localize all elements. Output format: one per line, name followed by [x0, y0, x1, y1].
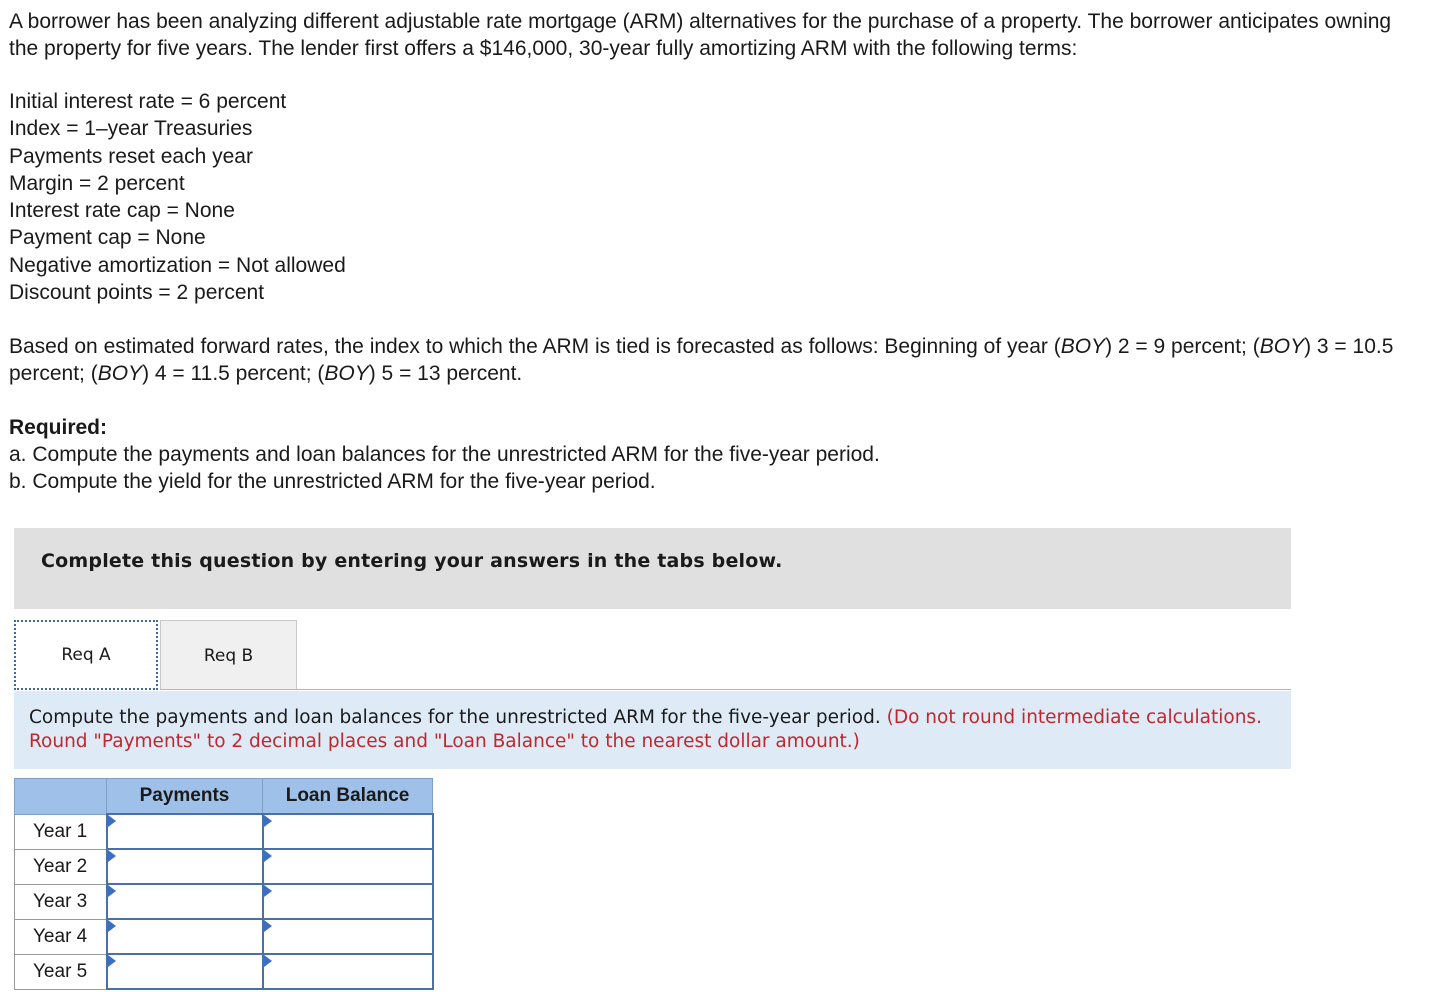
input-marker-icon [264, 885, 272, 897]
payment-input-cell[interactable] [107, 814, 263, 849]
instruction-note: (Do not round intermediate calculations. Round "Payments" to 2 decimal places and "Loan Balance" to the nearest dollar amount.) [29, 707, 1262, 752]
term-margin: Margin = 2 percent [9, 171, 185, 195]
table-header-row [15, 779, 433, 815]
forecast-part: ) 2 = 9 percent; ( [1105, 335, 1260, 358]
balance-input-cell[interactable] [263, 884, 433, 919]
term-negative-amortization: Negative amortization = Not allowed [9, 253, 346, 277]
row-label: Year 4 [15, 919, 107, 954]
header-payments: Payments [107, 779, 263, 815]
balance-input-cell[interactable] [263, 954, 433, 989]
balance-input-cell[interactable] [263, 849, 433, 884]
instruction-panel [14, 691, 1291, 769]
required-item-b: b. Compute the yield for the unrestricted ARM for the five-year period. [9, 470, 656, 493]
intro-text: A borrower has been analyzing different adjustable rate mortgage (ARM) alternatives for the purchase of a property. The borrower anticipates owning the property for five years. The lender first offers a $146,000, 30-year fully amortizing ARM with the following terms: [9, 10, 1392, 60]
table-row [15, 919, 433, 954]
term-discount-points: Discount points = 2 percent [9, 281, 265, 305]
banner-text: Complete this question by entering your answers in the tabs below. [41, 550, 783, 572]
payment-input-year-2[interactable] [108, 850, 262, 883]
payment-input-cell[interactable] [107, 919, 263, 954]
forecast-part: ) 5 = 13 percent. [368, 362, 523, 385]
boy-abbrev: BOY [324, 362, 369, 385]
input-marker-icon [264, 850, 272, 862]
boy-abbrev: BOY [97, 362, 143, 385]
input-marker-icon [264, 920, 272, 932]
tab-req-b[interactable] [160, 620, 297, 690]
term-rate-cap: Interest rate cap = None [9, 199, 235, 223]
input-marker-icon [108, 885, 116, 897]
row-label: Year 5 [15, 954, 107, 989]
forecast-part: Based on estimated forward rates, the index to which the ARM is tied is forecasted as follows: Beginning of year ( [9, 335, 1061, 358]
balance-input-cell[interactable] [263, 919, 433, 954]
forecast-part: ) 4 = 11.5 percent; ( [142, 362, 325, 385]
required-section [9, 414, 880, 495]
payment-input-cell[interactable] [107, 849, 263, 884]
input-marker-icon [108, 815, 116, 827]
payment-input-cell[interactable] [107, 884, 263, 919]
balance-input-year-5[interactable] [264, 955, 432, 988]
required-item-a: a. Compute the payments and loan balances for the unrestricted ARM for the five-year period. [9, 443, 880, 466]
term-initial-rate: Initial interest rate = 6 percent [9, 90, 287, 113]
row-label: Year 2 [15, 849, 107, 884]
input-marker-icon [108, 955, 116, 967]
term-payment-cap: Payment cap = None [9, 226, 206, 250]
balance-input-year-3[interactable] [264, 885, 432, 918]
input-marker-icon [108, 850, 116, 862]
forecast-part: ) 3 = 10.5 percent; ( [9, 335, 1394, 385]
header-loan-balance: Loan Balance [263, 779, 433, 815]
payment-input-year-3[interactable] [108, 885, 262, 918]
instructions-banner [14, 528, 1291, 609]
term-index: Index = 1–year Treasuries [9, 117, 253, 141]
instruction-main: Compute the payments and loan balances for the unrestricted ARM for the five-year period. [29, 707, 881, 728]
input-marker-icon [264, 955, 272, 967]
boy-abbrev: BOY [1259, 335, 1305, 358]
input-marker-icon [264, 815, 272, 827]
balance-input-cell[interactable] [263, 814, 433, 849]
row-label: Year 3 [15, 884, 107, 919]
loan-terms-list [9, 88, 346, 306]
index-forecast-text [9, 333, 1424, 387]
term-payment-reset: Payments reset each year [9, 144, 253, 168]
balance-input-year-2[interactable] [264, 850, 432, 883]
table-row [15, 814, 433, 849]
payment-input-year-4[interactable] [108, 920, 262, 953]
row-label: Year 1 [15, 814, 107, 849]
input-marker-icon [108, 920, 116, 932]
tab-label: Req B [203, 645, 254, 666]
tab-req-a[interactable] [14, 620, 158, 690]
table-row [15, 954, 433, 989]
table-row [15, 884, 433, 919]
tab-divider [160, 689, 1291, 690]
payment-input-cell[interactable] [107, 954, 263, 989]
question-intro [9, 8, 1424, 62]
payment-input-year-1[interactable] [108, 815, 262, 848]
header-blank [15, 779, 107, 815]
required-heading: Required: [9, 416, 108, 439]
answer-table [14, 778, 434, 990]
balance-input-year-1[interactable] [264, 815, 432, 848]
boy-abbrev: BOY [1060, 335, 1106, 358]
balance-input-year-4[interactable] [264, 920, 432, 953]
tab-label: Req A [61, 645, 111, 665]
table-row [15, 849, 433, 884]
payment-input-year-5[interactable] [108, 955, 262, 988]
